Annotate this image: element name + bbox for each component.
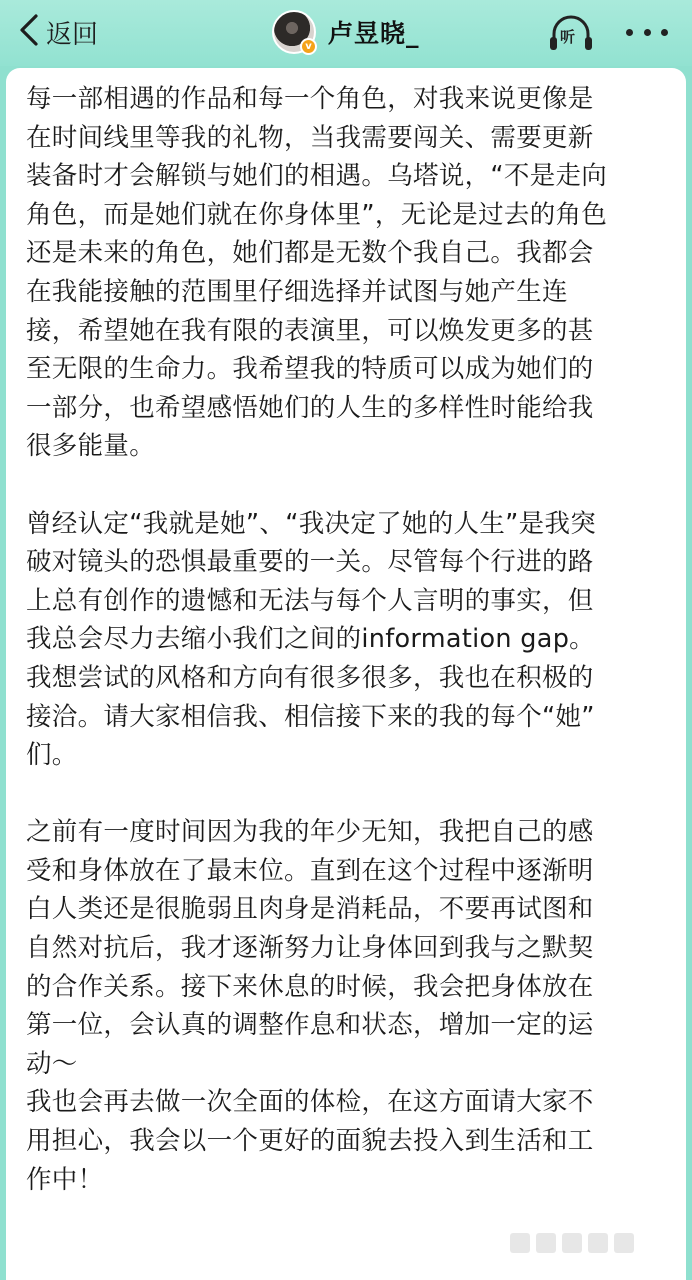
more-dot (626, 29, 633, 36)
more-dot (644, 29, 651, 36)
back-label: 返回 (46, 19, 99, 50)
text-line: 在我能接触的范围里仔细选择并试图与她产生连 (26, 276, 568, 307)
text-line: 我总会尽力去缩小我们之间的information gap。 (26, 624, 595, 655)
text-line: 破对镜头的恐惧最重要的一关。尽管每个行进的路 (26, 547, 594, 578)
paragraph-3 (26, 813, 666, 1199)
text-line: 我也会再去做一次全面的体检，在这方面请大家不 (26, 1087, 594, 1118)
watermark (510, 1228, 660, 1258)
text-line: 很多能量。 (26, 431, 156, 462)
back-button[interactable] (18, 12, 98, 52)
text-line: 接，希望她在我有限的表演里，可以焕发更多的甚 (26, 315, 594, 346)
paragraph-gap (26, 466, 666, 505)
more-button[interactable] (626, 18, 668, 46)
listen-button[interactable] (548, 14, 594, 54)
top-nav-bar (0, 0, 692, 66)
text-line: 接洽。请大家相信我、相信接下来的我的每个“她” (26, 701, 595, 732)
text-line: 曾经认定“我就是她”、“我决定了她的人生”是我突 (26, 508, 597, 539)
text-line: 在时间线里等我的礼物，当我需要闯关、需要更新 (26, 122, 594, 153)
article-card (6, 68, 686, 1280)
text-line: 至无限的生命力。我希望我的特质可以成为她们的 (26, 354, 594, 385)
text-line: 还是未来的角色，她们都是无数个我自己。我都会 (26, 238, 594, 269)
text-line: 动～ (26, 1048, 78, 1079)
text-line: 们。 (26, 740, 78, 771)
avatar[interactable] (272, 10, 316, 54)
text-line: 角色，而是她们就在你身体里”，无论是过去的角色 (26, 199, 608, 230)
text-line: 之前有一度时间因为我的年少无知，我把自己的感 (26, 817, 594, 848)
text-line: 白人类还是很脆弱且肉身是消耗品，不要再试图和 (26, 894, 594, 925)
user-profile[interactable] (272, 8, 420, 56)
verified-badge-icon: v (300, 38, 317, 55)
article-body (26, 80, 666, 1199)
watermark-mark (588, 1233, 608, 1253)
text-line: 第一位，会认真的调整作息和状态，增加一定的运 (26, 1010, 594, 1041)
text-line: 自然对抗后，我才逐渐努力让身体回到我与之默契 (26, 933, 594, 964)
paragraph-gap (26, 775, 666, 814)
text-line: 上总有创作的遗憾和无法与每个人言明的事实，但 (26, 585, 594, 616)
watermark-mark (562, 1233, 582, 1253)
more-dot (661, 29, 668, 36)
text-line: 一部分，也希望感悟她们的人生的多样性时能给我 (26, 392, 594, 423)
paragraph-2 (26, 505, 666, 775)
paragraph-1 (26, 80, 666, 466)
text-line: 用担心，我会以一个更好的面貌去投入到生活和工 (26, 1126, 594, 1157)
chevron-left-icon (18, 13, 40, 51)
text-line: 的合作关系。接下来休息的时候，我会把身体放在 (26, 971, 594, 1002)
text-line: 每一部相遇的作品和每一个角色，对我来说更像是 (26, 84, 594, 114)
username[interactable]: 卢昱晓_ (328, 19, 420, 48)
text-line: 作中！ (26, 1164, 104, 1195)
text-line: 受和身体放在了最末位。直到在这个过程中逐渐明 (26, 855, 594, 886)
text-line: 装备时才会解锁与她们的相遇。乌塔说，“不是走向 (26, 161, 608, 192)
text-line: 我想尝试的风格和方向有很多很多，我也在积极的 (26, 662, 594, 693)
listen-label: 听 (560, 28, 576, 46)
watermark-mark (510, 1233, 530, 1253)
watermark-mark (614, 1233, 634, 1253)
watermark-mark (536, 1233, 556, 1253)
